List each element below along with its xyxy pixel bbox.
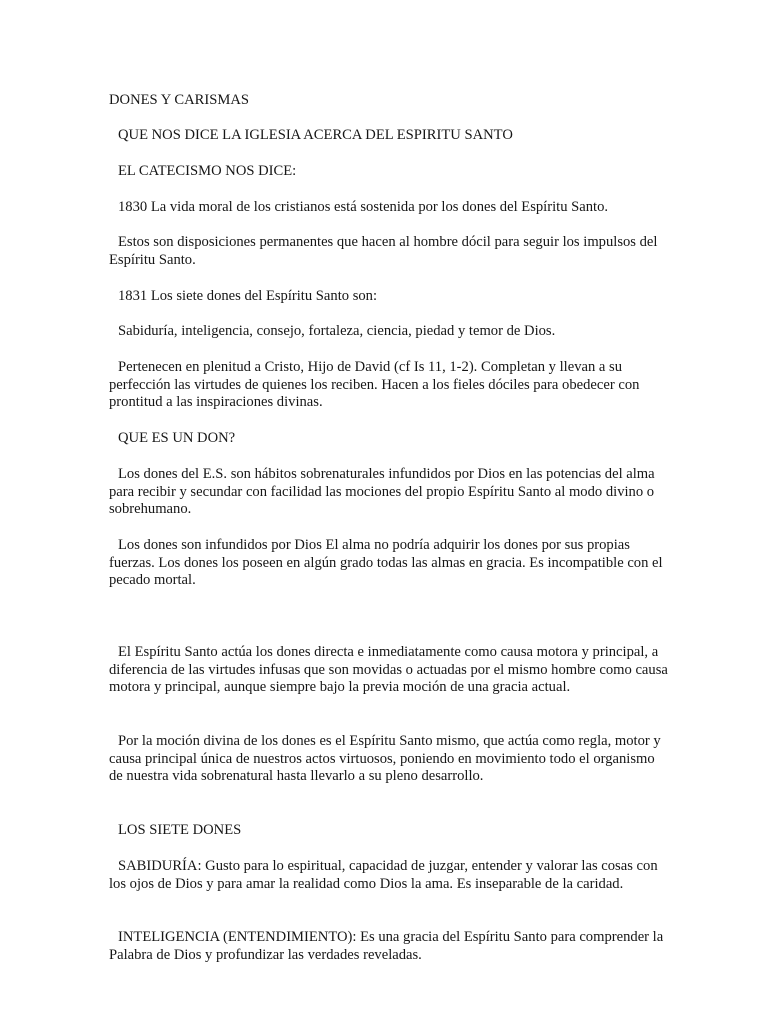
paragraph-inteligencia: INTELIGENCIA (ENTENDIMIENTO): Es una gracia del Espíritu Santo para comprender la Palabra de Dios y profundizar las verdades reveladas. [109, 929, 664, 963]
paragraph-1831: 1831 Los siete dones del Espíritu Santo son: [118, 288, 378, 304]
paragraph-pertenecen: Pertenecen en plenitud a Cristo, Hijo de David (cf Is 11, 1-2). Completan y llevan a su perfección las virtudes de quienes los reciben. Hacen a los fieles dóciles para obedecer con prontitud a las inspiraciones divinas. [109, 359, 640, 411]
paragraph-sabiduria: SABIDURÍA: Gusto para lo espiritual, capacidad de juzgar, entender y valorar las cosas con los ojos de Dios y para amar la realidad como Dios la ama. Es inseparable de la caridad. [109, 858, 658, 892]
paragraph-1830: 1830 La vida moral de los cristianos está sostenida por los dones del Espíritu Santo. [118, 199, 609, 215]
paragraph-infundidos: Los dones son infundidos por Dios El alma no podría adquirir los dones por sus propias fuerzas. Los dones los poseen en algún grado todas las almas en gracia. Es incompatible con el pecado mortal. [109, 537, 663, 589]
document-title: DONES Y CARISMAS [109, 92, 250, 108]
paragraph-mocion: Por la moción divina de los dones es el Espíritu Santo mismo, que actúa como regla, motor y causa principal única de nuestros actos virtuosos, poniendo en movimiento todo el organismo de nuestra vida sobrenatural hasta llevarlo a su pleno desarrollo. [109, 733, 661, 785]
paragraph-actua: El Espíritu Santo actúa los dones directa e inmediatamente como causa motora y principal, a diferencia de las virtudes infusas que son movidas o actuadas por el mismo hombre como causa motora y principal, aunque siempre bajo la previa moción de una gracia actual. [109, 644, 668, 696]
heading-iglesia: QUE NOS DICE LA IGLESIA ACERCA DEL ESPIRITU SANTO [118, 127, 513, 143]
heading-que-es-un-don: QUE ES UN DON? [118, 430, 236, 446]
paragraph-lista-dones: Sabiduría, inteligencia, consejo, fortaleza, ciencia, piedad y temor de Dios. [118, 323, 556, 339]
paragraph-disposiciones: Estos son disposiciones permanentes que hacen al hombre dócil para seguir los impulsos del Espíritu Santo. [109, 234, 658, 268]
paragraph-habitos: Los dones del E.S. son hábitos sobrenaturales infundidos por Dios en las potencias del alma para recibir y secundar con facilidad las mociones del propio Espíritu Santo al modo divino o sobrehumano. [109, 466, 655, 518]
heading-catecismo: EL CATECISMO NOS DICE: [118, 163, 297, 179]
heading-siete-dones: LOS SIETE DONES [118, 822, 242, 838]
